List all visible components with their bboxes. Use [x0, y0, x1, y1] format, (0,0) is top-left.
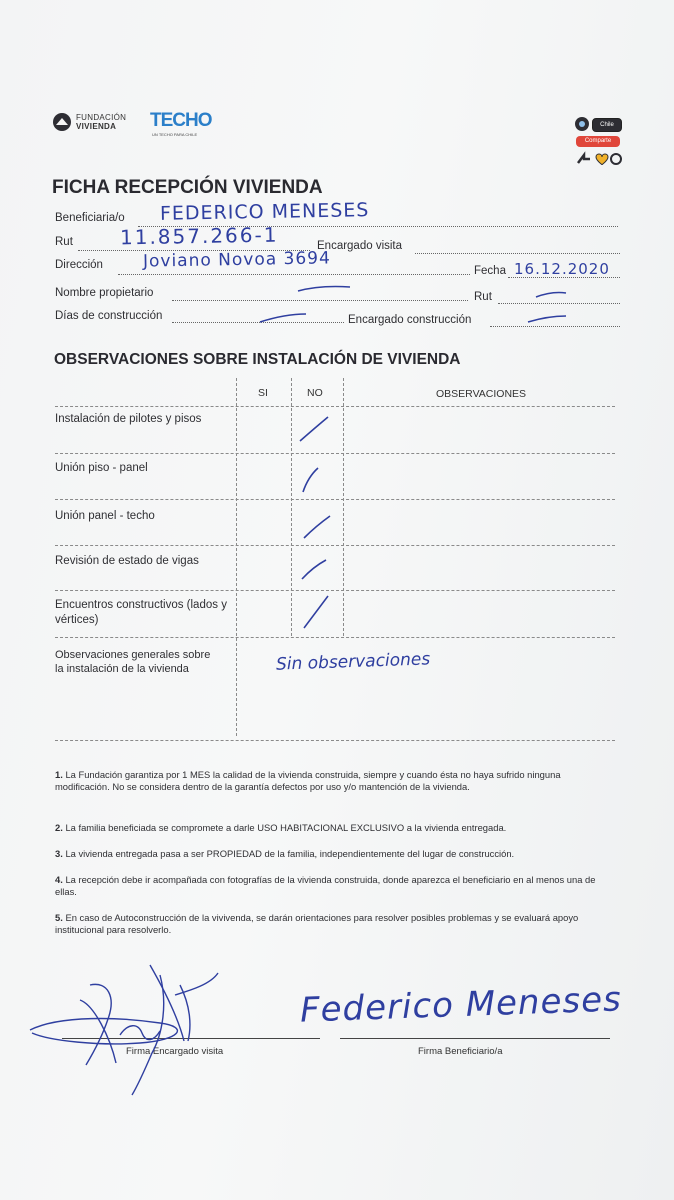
beneficiaria-label: Beneficiaria/o: [55, 212, 125, 224]
note-2-num: 2.: [55, 822, 63, 833]
signature-right[interactable]: Federico Meneses: [299, 979, 623, 1031]
row-label-piso-panel: Unión piso - panel: [55, 462, 148, 474]
fundacion-line1: FUNDACIÓN: [76, 113, 127, 122]
no-column-check-marks: [290, 400, 340, 640]
check-mark-pilotes[interactable]: [300, 417, 328, 441]
techo-tagline: UN TECHO PARA CHILE: [152, 132, 198, 137]
direccion-value[interactable]: Joviano Novoa 3694: [142, 248, 332, 272]
general-observaciones-label: Observaciones generales sobre la instalación de la vivienda: [55, 649, 211, 675]
badge-chile: Chile: [592, 118, 622, 132]
table-divider-1: [236, 378, 237, 736]
note-2: [55, 822, 610, 834]
col-no-header: NO: [307, 387, 323, 399]
propietario-label: Nombre propietario: [55, 287, 154, 299]
signature-left-scribble[interactable]: [20, 945, 280, 1105]
note-1-text: La Fundación garantiza por 1 MES la calidad de la vivienda construida, siempre y cuando ésta no haya sufrido ninguna modificación. No se considera dentro de la garantía defectos por uso y/o mantención de la vivienda.: [55, 769, 561, 792]
check-mark-vigas[interactable]: [302, 560, 326, 579]
note-1-num: 1.: [55, 769, 63, 780]
row-label-vigas: Revisión de estado de vigas: [55, 555, 199, 567]
general-observaciones-value[interactable]: Sin observaciones: [275, 649, 431, 675]
note-4: [55, 874, 610, 897]
check-mark-piso-panel[interactable]: [303, 468, 318, 492]
note-3-num: 3.: [55, 848, 63, 859]
fecha-label: Fecha: [474, 265, 506, 277]
signature-line-right: [340, 1038, 610, 1039]
col-si-header: SI: [258, 387, 268, 399]
row-label-panel-techo: Unión panel - techo: [55, 510, 155, 522]
col-obs-header: OBSERVACIONES: [436, 388, 527, 400]
dias-label: Días de construcción: [55, 310, 163, 322]
fecha-value[interactable]: 16.12.2020: [514, 260, 610, 278]
encargado-visita-label: Encargado visita: [317, 240, 403, 252]
note-5: [55, 912, 610, 935]
rut2-label: Rut: [474, 291, 492, 303]
fundacion-line2: VIVIENDA: [76, 122, 117, 131]
rut-value[interactable]: 11.857.266-1: [119, 222, 279, 250]
note-4-num: 4.: [55, 874, 63, 885]
direccion-label: Dirección: [55, 259, 103, 271]
note-1: [55, 769, 610, 792]
signature-label-right: Firma Beneficiario/a: [418, 1046, 503, 1057]
techo-logo-text: TECHO: [150, 110, 212, 131]
encargado-construccion-label: Encargado construcción: [348, 314, 472, 326]
badge-comparte: Comparte: [576, 136, 620, 147]
note-2-text: La familia beneficiada se compromete a darle USO HABITACIONAL EXCLUSIVO a la vivienda entregada.: [65, 822, 507, 833]
table-divider-3: [343, 378, 344, 636]
check-mark-encuentros[interactable]: [304, 596, 328, 628]
note-5-text: En caso de Autoconstrucción de la vivivenda, se darán orientaciones para resolver posibles problemas y se evaluará apoyo institucional para resolverlo.: [55, 912, 579, 935]
note-3: [55, 848, 610, 860]
row-label-encuentros: Encuentros constructivos (lados y vértices): [55, 599, 227, 626]
signature-label-left: Firma Encargado visita: [126, 1046, 224, 1057]
note-5-num: 5.: [55, 912, 63, 923]
row-label-pilotes: Instalación de pilotes y pisos: [55, 413, 202, 425]
table-row-separator: [55, 740, 615, 741]
observaciones-heading: OBSERVACIONES SOBRE INSTALACIÓN DE VIVIENDA: [54, 351, 461, 368]
note-3-text: La vivienda entregada pasa a ser PROPIEDAD de la familia, independientemente del lugar de construcción.: [65, 848, 515, 859]
note-4-text: La recepción debe ir acompañada con fotografías de la vivienda construida, donde aparezca el beneficiario en al menos una de ellas.: [55, 874, 596, 897]
check-mark-panel-techo[interactable]: [304, 516, 330, 538]
field-strike-marks: [0, 0, 674, 340]
rut-label: Rut: [55, 236, 73, 248]
document-title: FICHA RECEPCIÓN VIVIENDA: [52, 177, 323, 198]
beneficiaria-value[interactable]: FEDERICO MENESES: [159, 199, 370, 225]
